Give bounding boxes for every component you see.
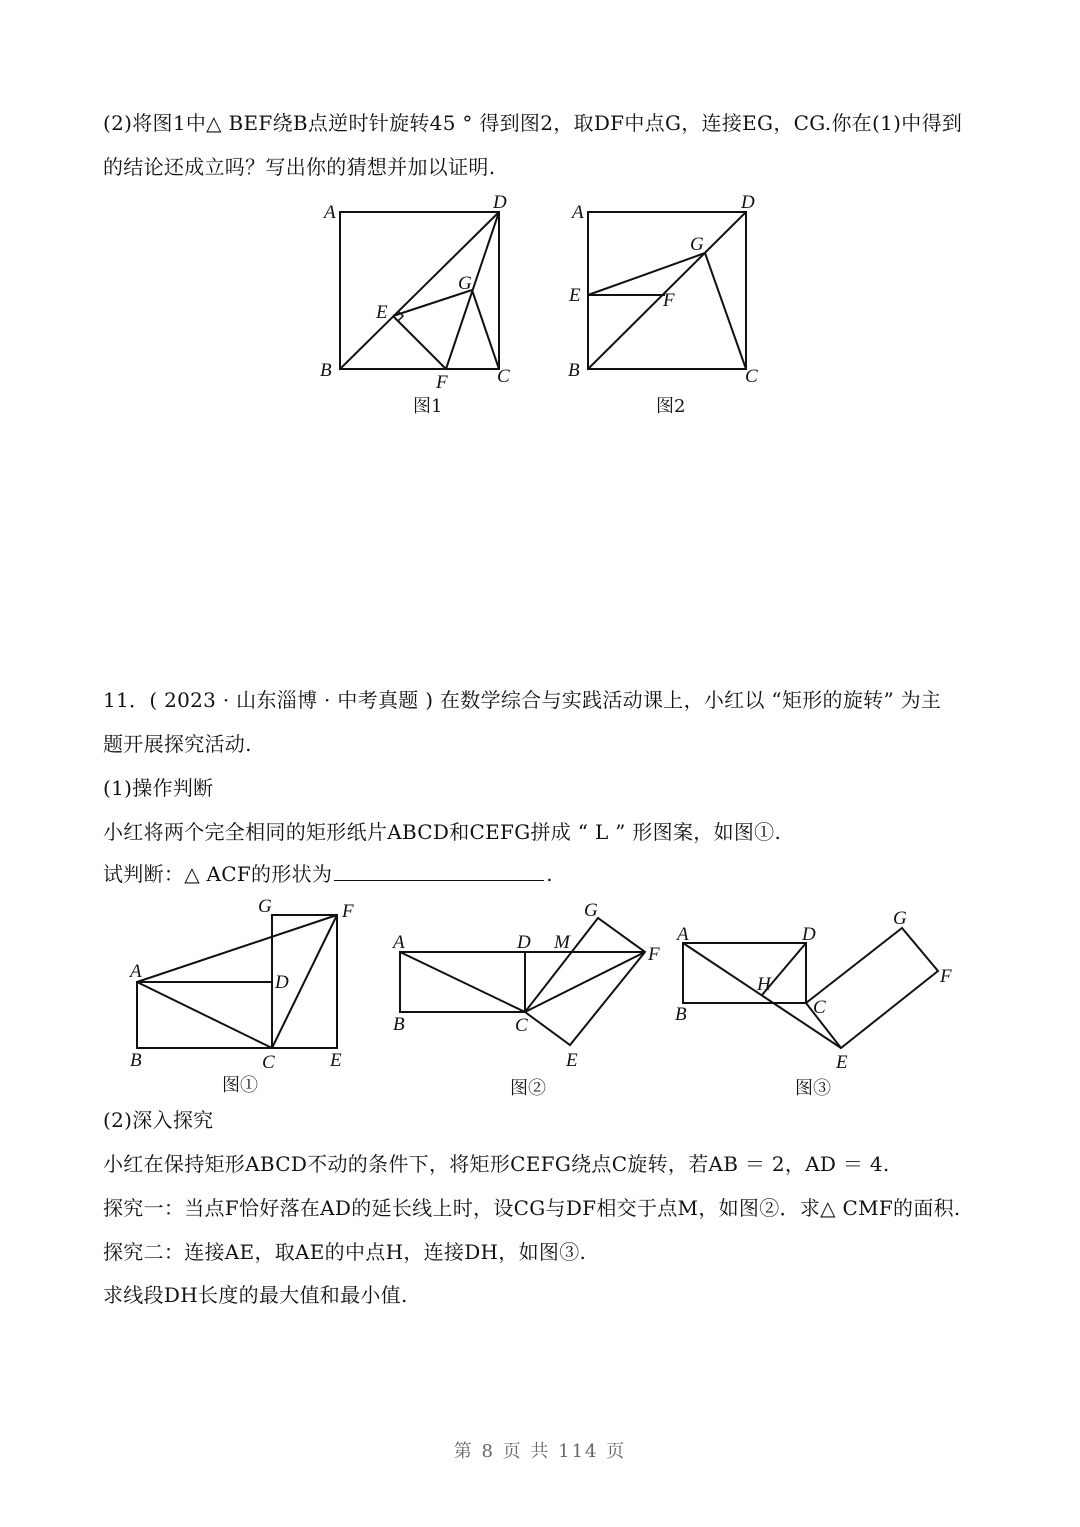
fig5-label-c: C (813, 997, 826, 1018)
q11-text-line2: 题开展探究活动. (103, 732, 252, 756)
q11-text-line6: (2)深入探究 (103, 1108, 214, 1132)
fig4-label-m: M (554, 932, 570, 953)
fig4-label-d: D (517, 932, 531, 953)
fig2-label-b: B (568, 360, 580, 381)
fig5-label-h: H (757, 974, 771, 995)
q11-question-prefix: 试判断：△ ACF的形状为 (103, 862, 333, 886)
fig1-label-f: F (436, 372, 448, 393)
fig5-segment-ae (683, 943, 841, 1048)
fig5-label-f: F (940, 966, 952, 987)
fig2-label-g: G (690, 234, 704, 255)
fig2-caption: 图2 (656, 396, 686, 417)
fig2-label-c: C (745, 366, 758, 387)
fig5-rect-abcd (683, 943, 806, 1003)
fig4-label-f: F (648, 944, 660, 965)
q11-text-line9: 探究二：连接AE，取AE的中点H，连接DH，如图③. (103, 1240, 587, 1264)
fig3-label-e: E (330, 1050, 342, 1071)
fig5-label-g: G (893, 908, 907, 929)
fig5-rect-cefg (806, 928, 938, 1048)
fig3-label-d: D (275, 972, 289, 993)
q11-text-line8: 探究一：当点F恰好落在AD的延长线上时，设CG与DF相交于点M，如图②．求△ CMF的面积. (103, 1196, 961, 1220)
fig2-label-e: E (569, 285, 581, 306)
fig5-label-d: D (802, 924, 816, 945)
fig2-label-d: D (741, 192, 755, 213)
fig3-label-c: C (262, 1052, 275, 1073)
fig1-label-c: C (497, 366, 510, 387)
fig1-caption: 图1 (413, 396, 443, 417)
q10-text-line1: (2)将图1中△ BEF绕B点逆时针旋转45 ° 得到图2，取DF中点G，连接EG，CG.你在(1)中得到 (103, 111, 963, 135)
fig2-label-a: A (572, 202, 584, 223)
q11-text-line4: 小红将两个完全相同的矩形纸片ABCD和CEFG拼成 “ L ” 形图案，如图①. (103, 820, 782, 844)
fig3-label-f: F (342, 901, 354, 922)
fig3-label-g: G (258, 896, 272, 917)
fig3-caption: 图① (222, 1075, 258, 1096)
q11-text-line1: 11．( 2023 · 山东淄博 · 中考真题 ) 在数学综合与实践活动课上，小红以 “矩形的旋转” 为主 (103, 688, 942, 712)
fig2-label-f: F (663, 290, 675, 311)
fig4-label-a: A (393, 932, 405, 953)
fig3-label-a: A (130, 961, 142, 982)
fig1-label-b: B (320, 360, 332, 381)
q11-text-line10: 求线段DH长度的最大值和最小值. (103, 1283, 408, 1307)
fig4-caption: 图② (510, 1078, 546, 1099)
fig5-label-a: A (677, 924, 689, 945)
fig4-label-e: E (566, 1050, 578, 1071)
q11-text-line3: (1)操作判断 (103, 776, 214, 800)
q10-text-line2: 的结论还成立吗？写出你的猜想并加以证明. (103, 155, 496, 179)
fig5-label-e: E (836, 1052, 848, 1073)
page-footer: 第 8 页 共 114 页 (453, 1441, 627, 1462)
fig1-label-e: E (376, 302, 388, 323)
fig4-label-c: C (515, 1015, 528, 1036)
fig1-label-g: G (458, 273, 472, 294)
q11-question-suffix: . (546, 862, 553, 886)
fig5-caption: 图③ (795, 1078, 831, 1099)
fig4-label-g: G (584, 900, 598, 921)
q11-text-line7: 小红在保持矩形ABCD不动的条件下，将矩形CEFG绕点C旋转，若AB ＝ 2，AD ＝ 4. (103, 1152, 890, 1176)
fig3-label-b: B (130, 1050, 142, 1071)
fig1-label-d: D (493, 192, 507, 213)
fig4-label-b: B (393, 1014, 405, 1035)
fig5-label-b: B (675, 1004, 687, 1025)
fig1-label-a: A (324, 202, 336, 223)
